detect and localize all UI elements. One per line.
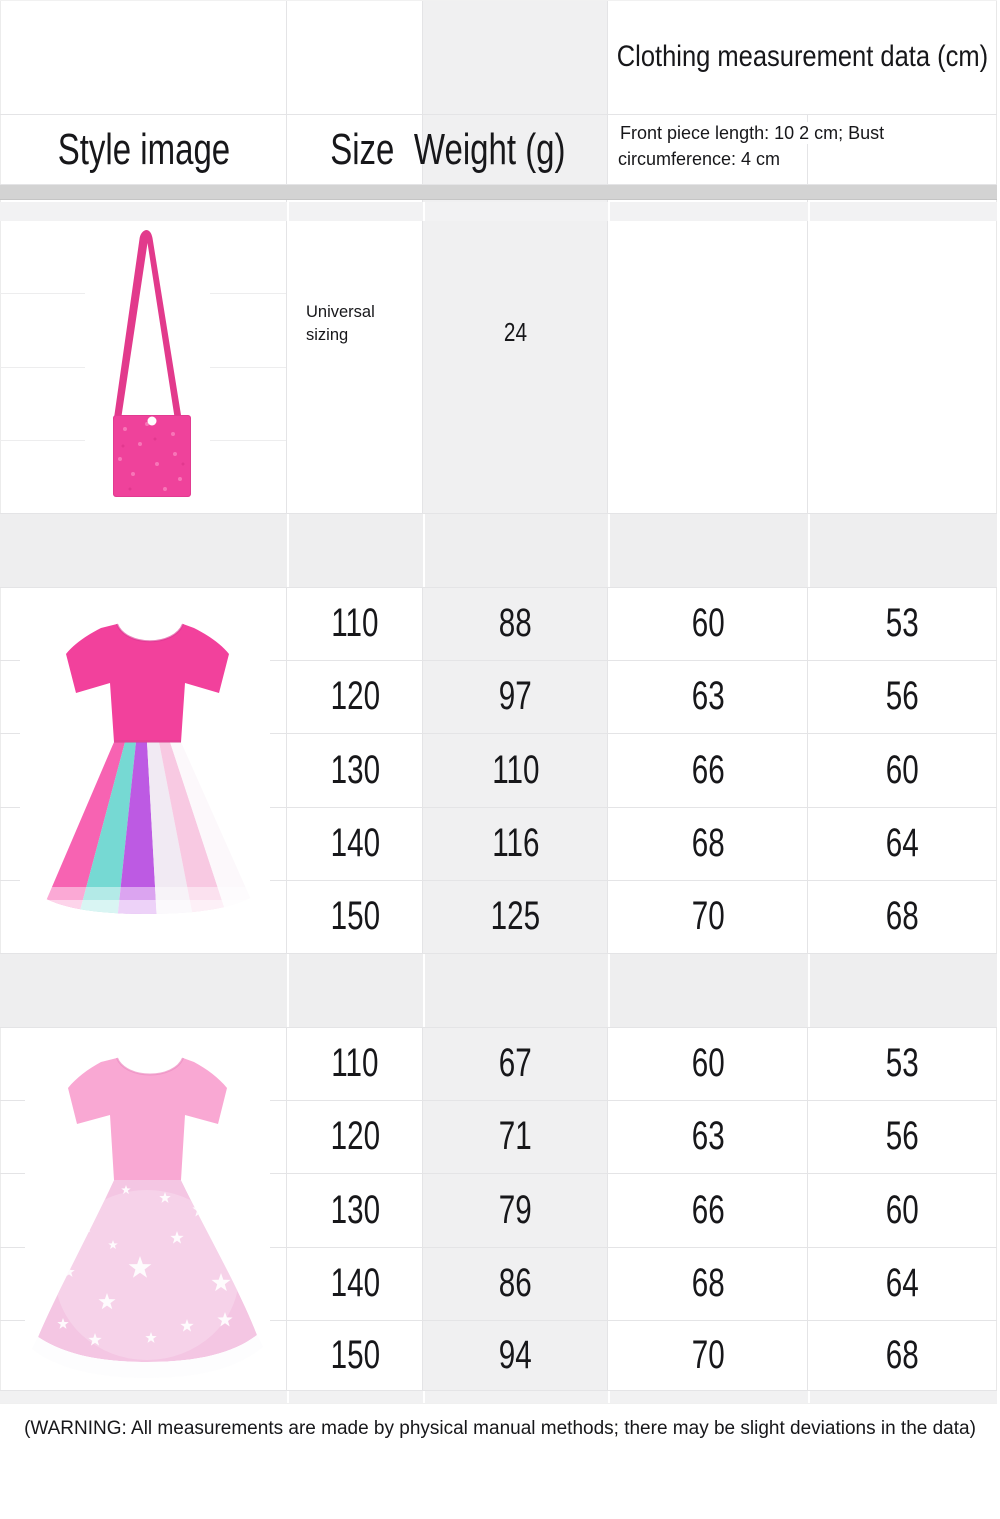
size-cell [287,1320,423,1390]
bust-value: 56 [886,1114,919,1158]
table-title: Clothing measurement data (cm) [616,39,989,73]
bust-cell [808,660,997,733]
separator-cell [608,514,808,587]
size-value: 150 [330,894,380,938]
bust-cell [808,1173,997,1247]
front-length-cell [608,1027,808,1100]
bust-value: 68 [886,894,919,938]
grid-line [0,1403,997,1404]
warning-note: (WARNING: All measurements are made by physical manual methods; there may be slight deviations in the data) [24,1418,976,1439]
size-value: 150 [330,1332,380,1377]
bust-cell [808,880,997,953]
bust-cell [808,807,997,880]
size-cell [287,1247,423,1320]
front-length-value: 60 [691,1041,725,1085]
weight-cell [423,1027,608,1100]
front-length-cell [608,1100,808,1173]
warning-note-row [0,1418,1000,1440]
weight-value: 110 [491,747,540,792]
weight-value: 71 [499,1114,532,1158]
bust-value: 64 [886,1261,919,1305]
weight-cell [423,1100,608,1173]
weight-value: 86 [499,1261,532,1305]
star-dress-product-image [25,1040,270,1388]
separator-cell [287,954,423,1027]
bag-weight-cell [423,296,608,368]
front-length-value: 63 [691,674,725,718]
front-length-cell [608,1173,808,1247]
size-cell [287,587,423,660]
weight-value: 88 [499,601,532,645]
front-length-cell [608,1320,808,1390]
front-length-value: 68 [691,821,725,865]
separator-cell [423,514,608,587]
measurement-header: Front piece length: 10 2 cm; Bust circumference: 4 cm [618,123,885,169]
measurement-header-cell [618,120,903,172]
separator-cell [0,514,287,587]
weight-value: 79 [499,1187,532,1232]
bust-value: 64 [886,821,919,865]
front-length-value: 68 [691,1261,725,1305]
separator-cell [423,954,608,1027]
table-title-cell [608,0,997,113]
divider-bar [0,185,997,200]
weight-cell [423,587,608,660]
front-length-value: 66 [691,1187,725,1232]
weight-header: Weight (g) [413,124,566,174]
front-length-cell [608,660,808,733]
spacer-cell [0,202,287,221]
bust-value: 60 [886,747,919,792]
size-value: 110 [331,601,379,645]
size-value: 120 [330,674,380,718]
weight-value: 67 [499,1041,532,1085]
weight-cell [423,880,608,953]
separator-cell [808,954,997,1027]
spacer-cell [287,1391,423,1403]
bust-value: 53 [886,601,919,645]
front-length-cell [608,880,808,953]
weight-cell [423,660,608,733]
size-value: 110 [331,1041,379,1085]
bust-cell [808,587,997,660]
spacer-cell [423,1391,608,1403]
separator-cell [287,514,423,587]
bust-value: 68 [886,1332,919,1377]
separator-cell [808,514,997,587]
weight-value: 125 [490,894,541,938]
weight-value: 94 [499,1332,532,1377]
spacer-cell [423,202,608,221]
bust-cell [808,1320,997,1390]
bag-weight-value: 24 [503,316,528,347]
rainbow-dress-product-image [20,590,270,940]
size-weight-header [330,125,565,175]
front-length-value: 66 [691,747,725,792]
front-length-cell [608,807,808,880]
size-cell [287,733,423,807]
spacer-cell [0,1391,287,1403]
front-length-cell [608,1247,808,1320]
size-cell [287,1173,423,1247]
bust-cell [808,1027,997,1100]
size-cell [287,1100,423,1173]
bust-cell [808,1100,997,1173]
separator-cell [608,954,808,1027]
size-cell [287,880,423,953]
size-header: Size [329,124,395,174]
front-length-value: 63 [691,1114,725,1158]
style-image-header-cell [0,115,287,184]
front-length-cell [608,733,808,807]
size-value: 120 [330,1114,380,1158]
size-value: 130 [330,1187,380,1232]
weight-cell [423,733,608,807]
front-length-value: 60 [691,601,725,645]
weight-value: 97 [499,674,532,718]
spacer-cell [608,202,808,221]
bust-cell [808,733,997,807]
size-cell [287,660,423,733]
style-image-header: Style image [57,124,230,174]
size-value: 140 [330,1261,380,1305]
bust-value: 56 [886,674,919,718]
spacer-cell [608,1391,808,1403]
spacer-cell [287,202,423,221]
bag-product-image [85,224,210,510]
bust-value: 53 [886,1041,919,1085]
weight-cell [423,1173,608,1247]
size-weight-header-cell [287,115,608,184]
spacer-cell [808,1391,997,1403]
weight-value: 116 [491,821,540,865]
front-length-cell [608,587,808,660]
front-length-value: 70 [691,894,725,938]
separator-cell [0,954,287,1027]
bust-cell [808,1247,997,1320]
weight-cell [423,807,608,880]
size-cell [287,807,423,880]
front-length-value: 70 [691,1332,725,1377]
size-value: 130 [330,747,380,792]
bust-value: 60 [886,1187,919,1232]
size-cell [287,1027,423,1100]
size-value: 140 [330,821,380,865]
weight-cell [423,1247,608,1320]
weight-cell [423,1320,608,1390]
spacer-cell [808,202,997,221]
bag-size-label: Universal sizing [306,303,375,344]
